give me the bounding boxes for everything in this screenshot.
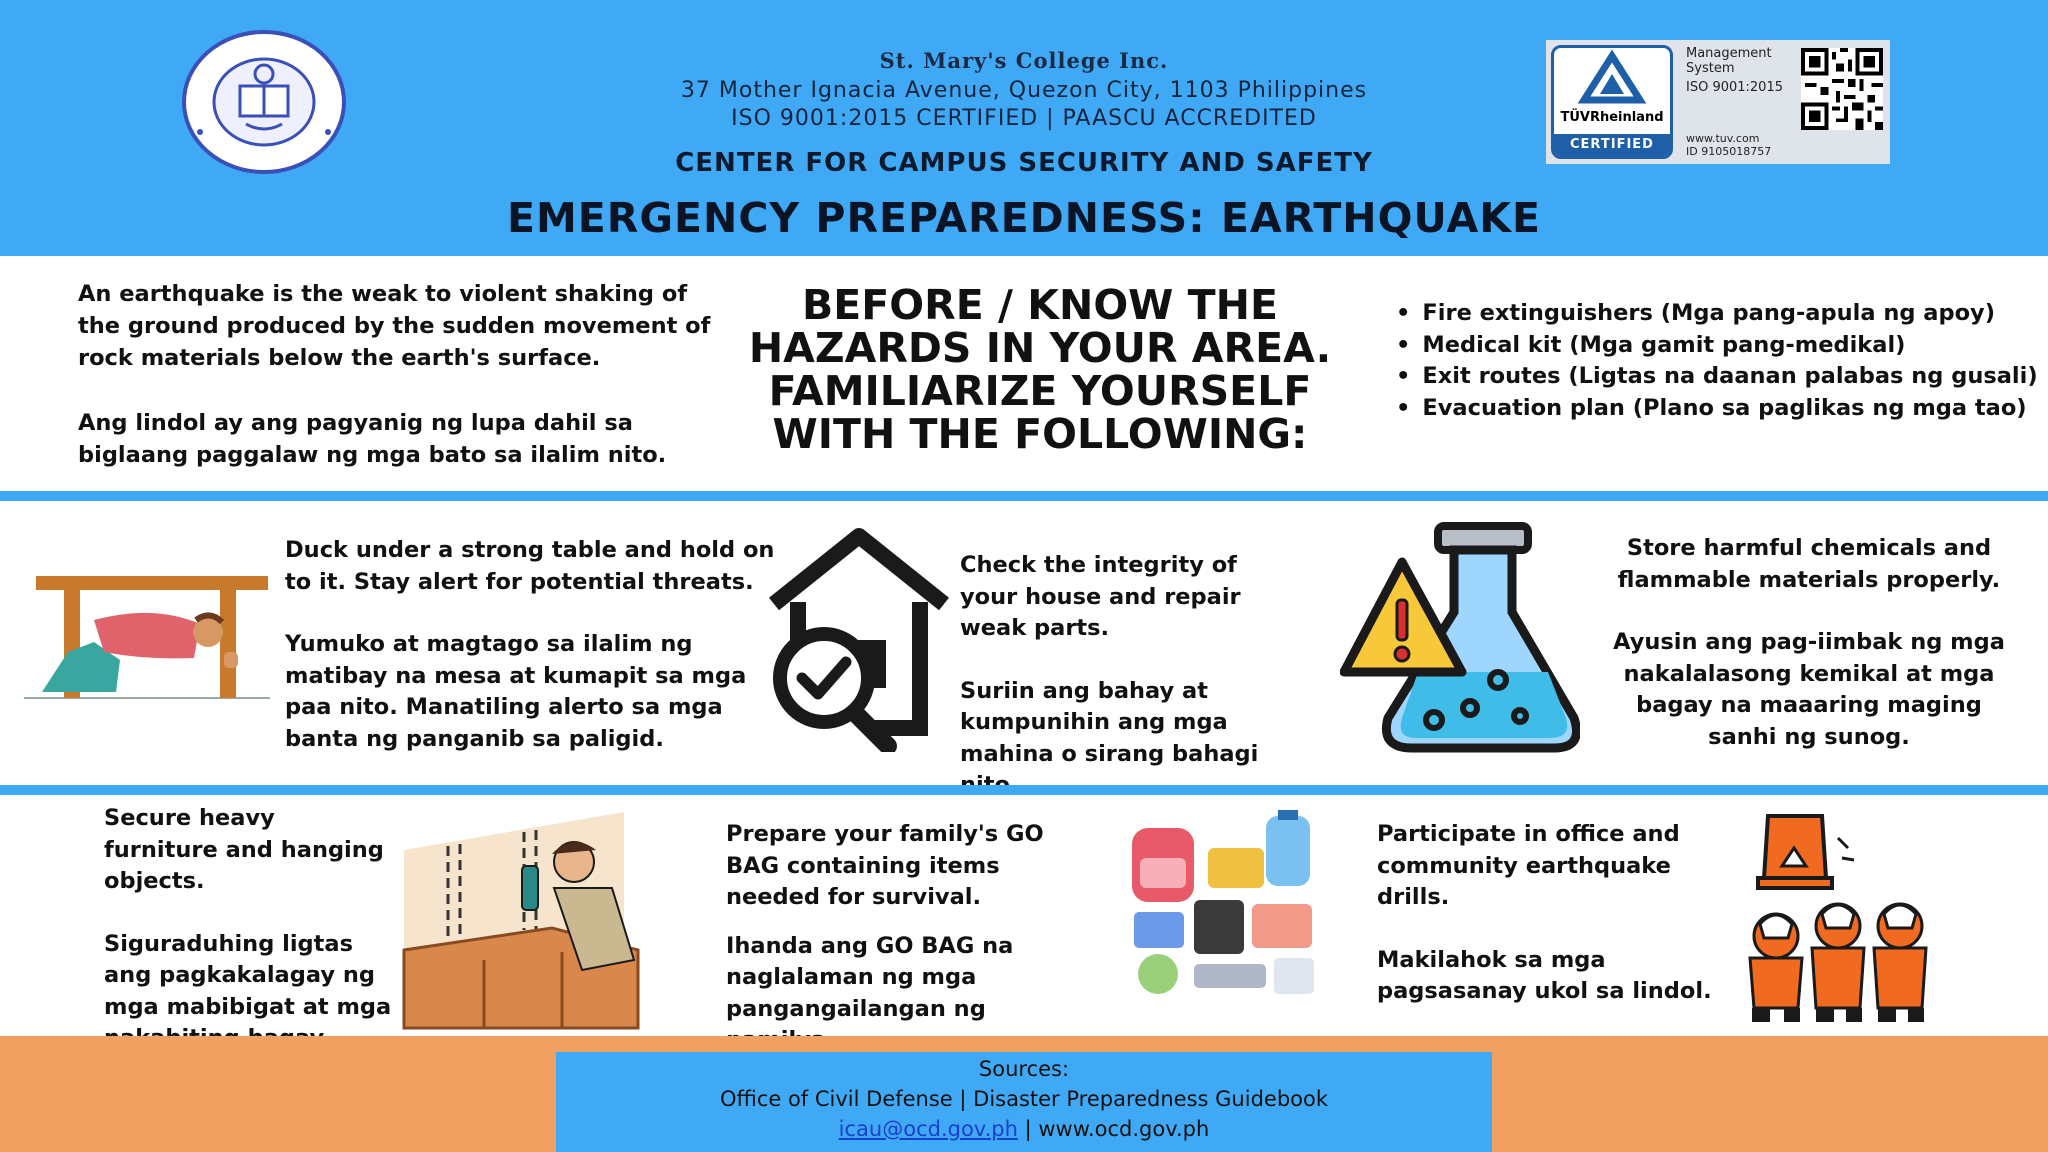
tip-check-house [960,550,1300,802]
tip-tagalog: Ihanda ang GO BAG na naglalaman ng mga pangangailangan ng [726,932,1014,1022]
tip-english: Prepare your family's GO BAG containing items needed for survival. [726,821,1044,910]
tip-english: Store harmful chemicals and flammable materials properly. [1617,535,2001,593]
section-divider [0,785,2048,795]
earthquake-definition [78,278,718,471]
tip-english: Duck under a strong table and hold on to it. Stay alert for potential threats. [285,537,775,595]
page-title: EMERGENCY PREPAREDNESS: EARTHQUAKE [506,194,1541,242]
duck-under-table-illustration [24,560,274,710]
iso-certification-badge [1546,40,1890,164]
definition-english: An earthquake is the weak to violent shaking of the ground produced by the sudden movement of rock materials below the earth's surface. [78,281,711,371]
college-name: St. Mary's College Inc. [879,48,1169,73]
tip-english: Participate in office and community earthquake drills. [1377,821,1680,910]
list-item: • Exit routes (Ligtas na daanan palabas ng gusali) [1396,361,2038,393]
hazard-checklist [1396,298,2038,424]
website-text: www.ocd.gov.ph [1038,1117,1210,1141]
tip-earthquake-drills [1377,819,1717,1008]
hazardous-chemicals-icon [1340,522,1580,754]
tuv-logo [1551,45,1673,159]
tip-go-bag [726,819,1066,1057]
go-bag-items-illustration [1118,808,1328,1008]
management-system-label: Management System [1686,46,1772,76]
list-item: • Evacuation plan (Plano sa paglikas ng mga tao) [1396,393,2038,425]
tip-english: Secure heavy furniture and hanging objects. [104,805,384,894]
earthquake-drill-illustration [1728,808,1960,1026]
definition-tagalog: Ang lindol ay ang pagyanig ng lupa dahil sa biglaang paggalaw ng mga bato sa ilalim nito. [78,410,667,468]
accreditation-line: ISO 9001:2015 CERTIFIED | PAASCU ACCREDITED [731,106,1317,131]
list-item: • Fire extinguishers (Mga pang-apula ng apoy) [1396,298,2038,330]
header-banner [0,0,2048,256]
section-divider [0,491,2048,501]
qr-code-icon [1800,48,1884,130]
sources-label: Sources: [978,1057,1070,1081]
tuv-url: www.tuv.com [1686,132,1760,145]
house-inspection-icon [764,528,954,752]
tuv-brand: TÜVRheinland [1560,110,1664,125]
sources-box [556,1052,1492,1152]
sources-contact [556,1114,1492,1144]
iso-standard-label: ISO 9001:2015 [1686,80,1783,95]
tip-english: Check the integrity of your house and repair weak parts. [960,552,1241,641]
securing-furniture-illustration [402,810,654,1030]
tuv-triangle-icon [1554,48,1670,108]
before-heading: BEFORE / KNOW THE HAZARDS IN YOUR AREA. FAMILIARIZE YOURSELF WITH THE FOLLOWING: [748,281,1332,458]
tip-tagalog: Makilahok sa mga pagsasanay ukol sa lindol. [1377,946,1712,1004]
list-item: • Medical kit (Mga gamit pang-medikal) [1396,330,2038,362]
tip-tagalog: Siguraduhing ligtas ang pagkakalagay ng mga mabibigat at mga [104,930,392,1020]
tip-tagalog: Ayusin ang pag-iimbak ng mga nakalalasong kemikal at mga bagay na maaaring maging sanhi ng sunog. [1613,629,2005,750]
email-link[interactable]: icau@ocd.gov.ph [838,1117,1018,1141]
tuv-certified-label: CERTIFIED [1554,134,1670,156]
tip-secure-furniture [104,803,394,1055]
sources-line: Office of Civil Defense | Disaster Preparedness Guidebook [719,1087,1329,1111]
college-address: 37 Mother Ignacia Avenue, Quezon City, 1103 Philippines [680,78,1368,103]
tip-tagalog: Suriin ang bahay at kumpunihin ang mga mahina o sirang bahagi [960,677,1259,767]
tip-duck-under-table [285,535,785,755]
center-name: CENTER FOR CAMPUS SECURITY AND SAFETY [675,148,1373,178]
tip-tagalog: Yumuko at magtago sa ilalim ng matibay na mesa at kumapit sa mga paa nito. Manatiling alerto sa mga banta ng panganib sa paligid. [285,631,747,752]
tuv-id: ID 9105018757 [1686,145,1772,158]
tip-store-chemicals [1604,533,2014,753]
contact-separator: | [1017,1117,1039,1141]
